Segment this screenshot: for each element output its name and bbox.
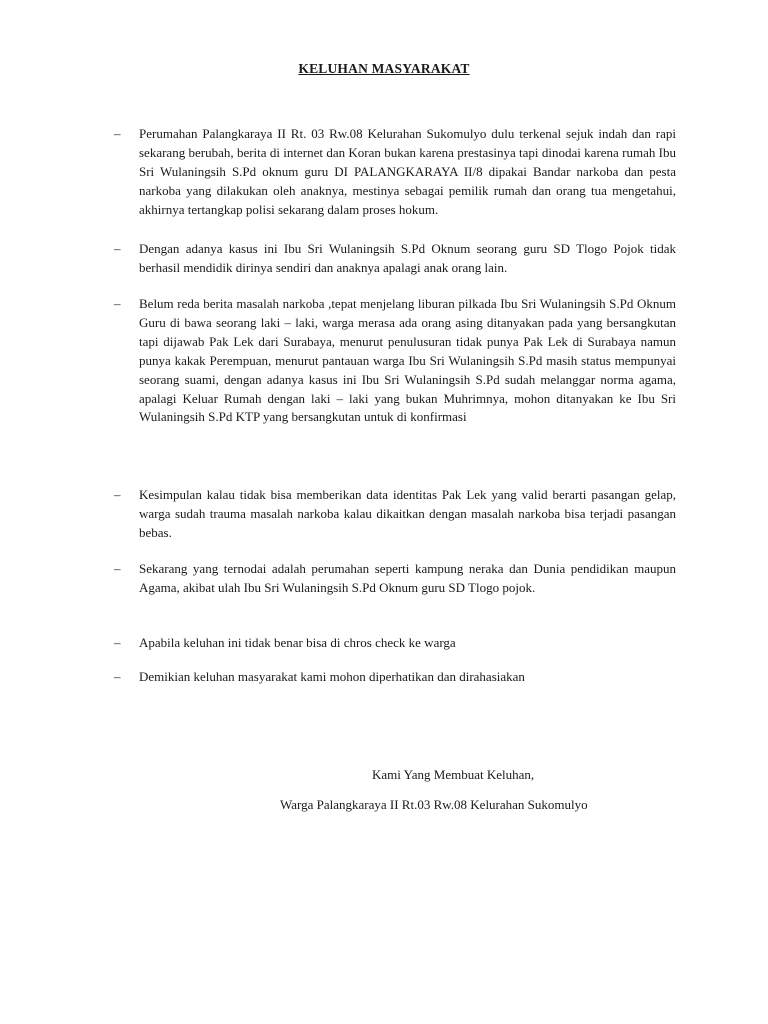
list-item-text: Apabila keluhan ini tidak benar bisa di chros check ke warga: [139, 635, 456, 650]
bullet-dash: –: [114, 296, 121, 311]
list-item-text: Demikian keluhan masyarakat kami mohon diperhatikan dan dirahasiakan: [139, 669, 525, 684]
list-item-text: Sekarang yang ternodai adalah perumahan seperti kampung neraka dan Dunia pendidikan maupun Agama, akibat ulah Ibu Sri Wulaningsih S.Pd Oknum guru SD Tlogo pojok.: [139, 561, 676, 595]
list-item: [114, 634, 676, 653]
bullet-dash: –: [114, 669, 121, 684]
signature-sender: Warga Palangkaraya II Rt.03 Rw.08 Kelurahan Sukomulyo: [280, 797, 588, 812]
list-item: [114, 486, 676, 543]
page-title: KELUHAN MASYARAKAT: [298, 61, 470, 76]
list-item-text: Dengan adanya kasus ini Ibu Sri Wulaningsih S.Pd Oknum seorang guru SD Tlogo Pojok tidak berhasil mendidik dirinya sendiri dan anaknya apalagi anak orang lain.: [139, 241, 676, 275]
list-item: [114, 560, 676, 598]
bullet-dash: –: [114, 126, 121, 141]
list-item-text: Perumahan Palangkaraya II Rt. 03 Rw.08 Kelurahan Sukomulyo dulu terkenal sejuk indah dan rapi sekarang berubah, berita di internet dan Koran bukan karena prestasinya tapi dinodai karena rumah Ibu Sri Wulaningsih S.Pd oknum guru DI PALANGKARAYA II/8 dipakai Bandar narkoba dan pesta narkoba yang dilakukan oleh anaknya, mestinya sebagai pemilik rumah dan orang tua mengetahui, akhirnya tertangkap polisi sekarang dalam proses hokum.: [139, 126, 676, 217]
list-item-text: Kesimpulan kalau tidak bisa memberikan data identitas Pak Lek yang valid berarti pasangan gelap, warga sudah trauma masalah narkoba kalau dikaitkan dengan masalah narkoba bisa terjadi pasangan bebas.: [139, 487, 676, 540]
list-item: [114, 240, 676, 278]
list-item: [114, 125, 676, 220]
bullet-dash: –: [114, 487, 121, 502]
list-item-text: Belum reda berita masalah narkoba ,tepat menjelang liburan pilkada Ibu Sri Wulaningsih S.Pd Oknum Guru di bawa seorang laki – laki, warga merasa ada orang asing ditanyakan pada yang bersangkutan tapi dijawab Pak Lek dari Surabaya, menurut penulusuran tidak punya Pak Lek di Surabaya namun punya kakak Perempuan, menurut pantauan warga Ibu Sri Wulaningsih S.Pd masih status mempunyai seorang suami, dengan adanya kasus ini Ibu Sri Wulaningsih S.Pd sudah melanggar norma agama, apalagi Keluar Rumah dengan laki – laki yang bukan Muhrimnya, mohon ditanyakan ke Ibu Sri Wulaningsih S.Pd KTP yang bersangkutan untuk di konfirmasi: [139, 296, 676, 425]
list-item: [114, 295, 676, 427]
bullet-dash: –: [114, 241, 121, 256]
list-item: [114, 668, 676, 687]
bullet-dash: –: [114, 635, 121, 650]
bullet-dash: –: [114, 561, 121, 576]
signature-closing: Kami Yang Membuat Keluhan,: [372, 767, 535, 782]
